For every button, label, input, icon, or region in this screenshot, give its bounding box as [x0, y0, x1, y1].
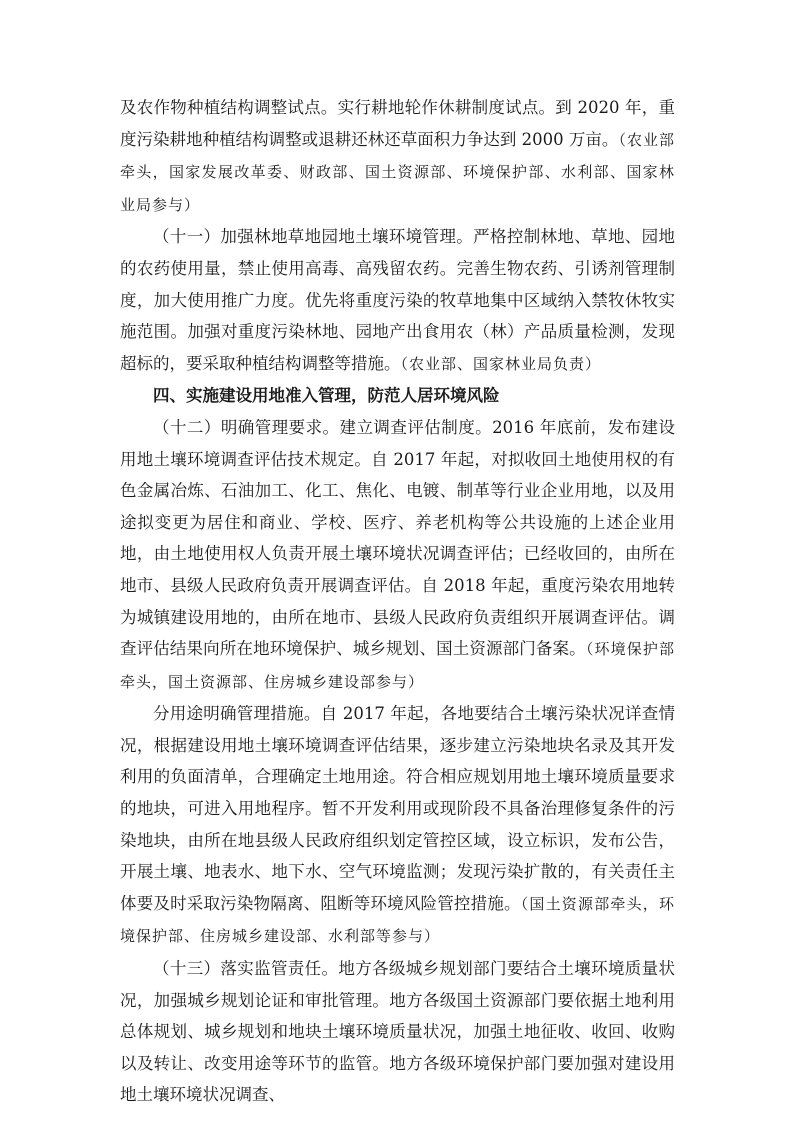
paragraph-crop-structure — [120, 92, 675, 221]
paragraph-forest-grass-garden — [120, 221, 675, 380]
paragraph-text: 及农作物种植结构调整试点。实行耕地轮作休耕制度试点。到 2020 年，重度污染耕地种植结构调整或退耕还林还草面积力争达到 2000 万亩。 — [120, 98, 675, 149]
paragraph-text: （十一）加强林地草地园地土壤环境管理。严格控制林地、草地、园地的农药使用量，禁止使用高毒、高残留农药。完善生物农药、引诱剂管理制度，加大使用推广力度。优先将重度污染的牧草地集中区域纳入禁牧休牧实施范围。加强对重度污染林地、园地产出食用农（林）产品质量检测，发现超标的，要采取种植结构调整等措施。 — [120, 227, 675, 373]
paragraph-supervision-responsibility — [120, 953, 675, 1111]
responsibility-note: （国土资源部牵头，环境保护部、住房城乡建设部、水利部等参与） — [120, 894, 675, 946]
responsibility-note: （农业部、国家林业局负责） — [400, 354, 602, 373]
responsibility-note: （农业部牵头，国家发展改革委、财政部、国土资源部、环境保护部、水利部、国家林业局参与） — [120, 130, 675, 214]
paragraph-use-based-measures — [120, 698, 675, 953]
section-heading: 四、实施建设用地准入管理，防范人居环境风险 — [153, 386, 500, 406]
paragraph-text: （十三）落实监管责任。地方各级城乡规划部门要结合土壤环境质量状况，加强城乡规划论证和审批管理。地方各级国土资源部门要依据土地利用总体规划、城乡规划和地块土壤环境质量状况，加强土地征收、收回、收购以及转让、改变用途等环节的监管。地方各级环境保护部门要加强对建设用地土壤环境状况调查、 — [120, 959, 675, 1105]
responsibility-note: （环境保护部牵头，国土资源部、住房城乡建设部参与） — [120, 640, 675, 691]
paragraph-text: （十二）明确管理要求。建立调查评估制度。2016 年底前，发布建设用地土壤环境调查评估技术规定。自 2017 年起，对拟收回土地使用权的有色金属冶炼、石油加工、化工、焦化、电镀、制革等行业企业用地，以及用途拟变更为居住和商业、学校、医疗、养老机构等公共设施的上述企业用地，由土地使用权人负责开展土壤环境状况调查评估；已经收回的，由所在地市、县级人民政府负责开展调查评估。自 2018 年起，重度污染农用地转为城镇建设用地的，由所在地市、县级人民政府负责组织开展调查评估。调查评估结果向所在地环境保护、城乡规划、国土资源部门备案。 — [120, 417, 675, 659]
paragraph-management-requirements — [120, 412, 675, 698]
document-body — [120, 92, 675, 1111]
paragraph-text: 分用途明确管理措施。自 2017 年起，各地要结合土壤污染状况详查情况，根据建设用地土壤环境调查评估结果，逐步建立污染地块名录及其开发利用的负面清单，合理确定土地用途。符合相应规划用地土壤环境质量要求的地块，可进入用地程序。暂不开发利用或现阶段不具备治理修复条件的污染地块，由所在地县级人民政府组织划定管控区域，设立标识，发布公告，开展土壤、地表水、地下水、空气环境监测；发现污染扩散的，有关责任主体要及时采取污染物隔离、阻断等环境风险管控措施。 — [120, 704, 675, 913]
